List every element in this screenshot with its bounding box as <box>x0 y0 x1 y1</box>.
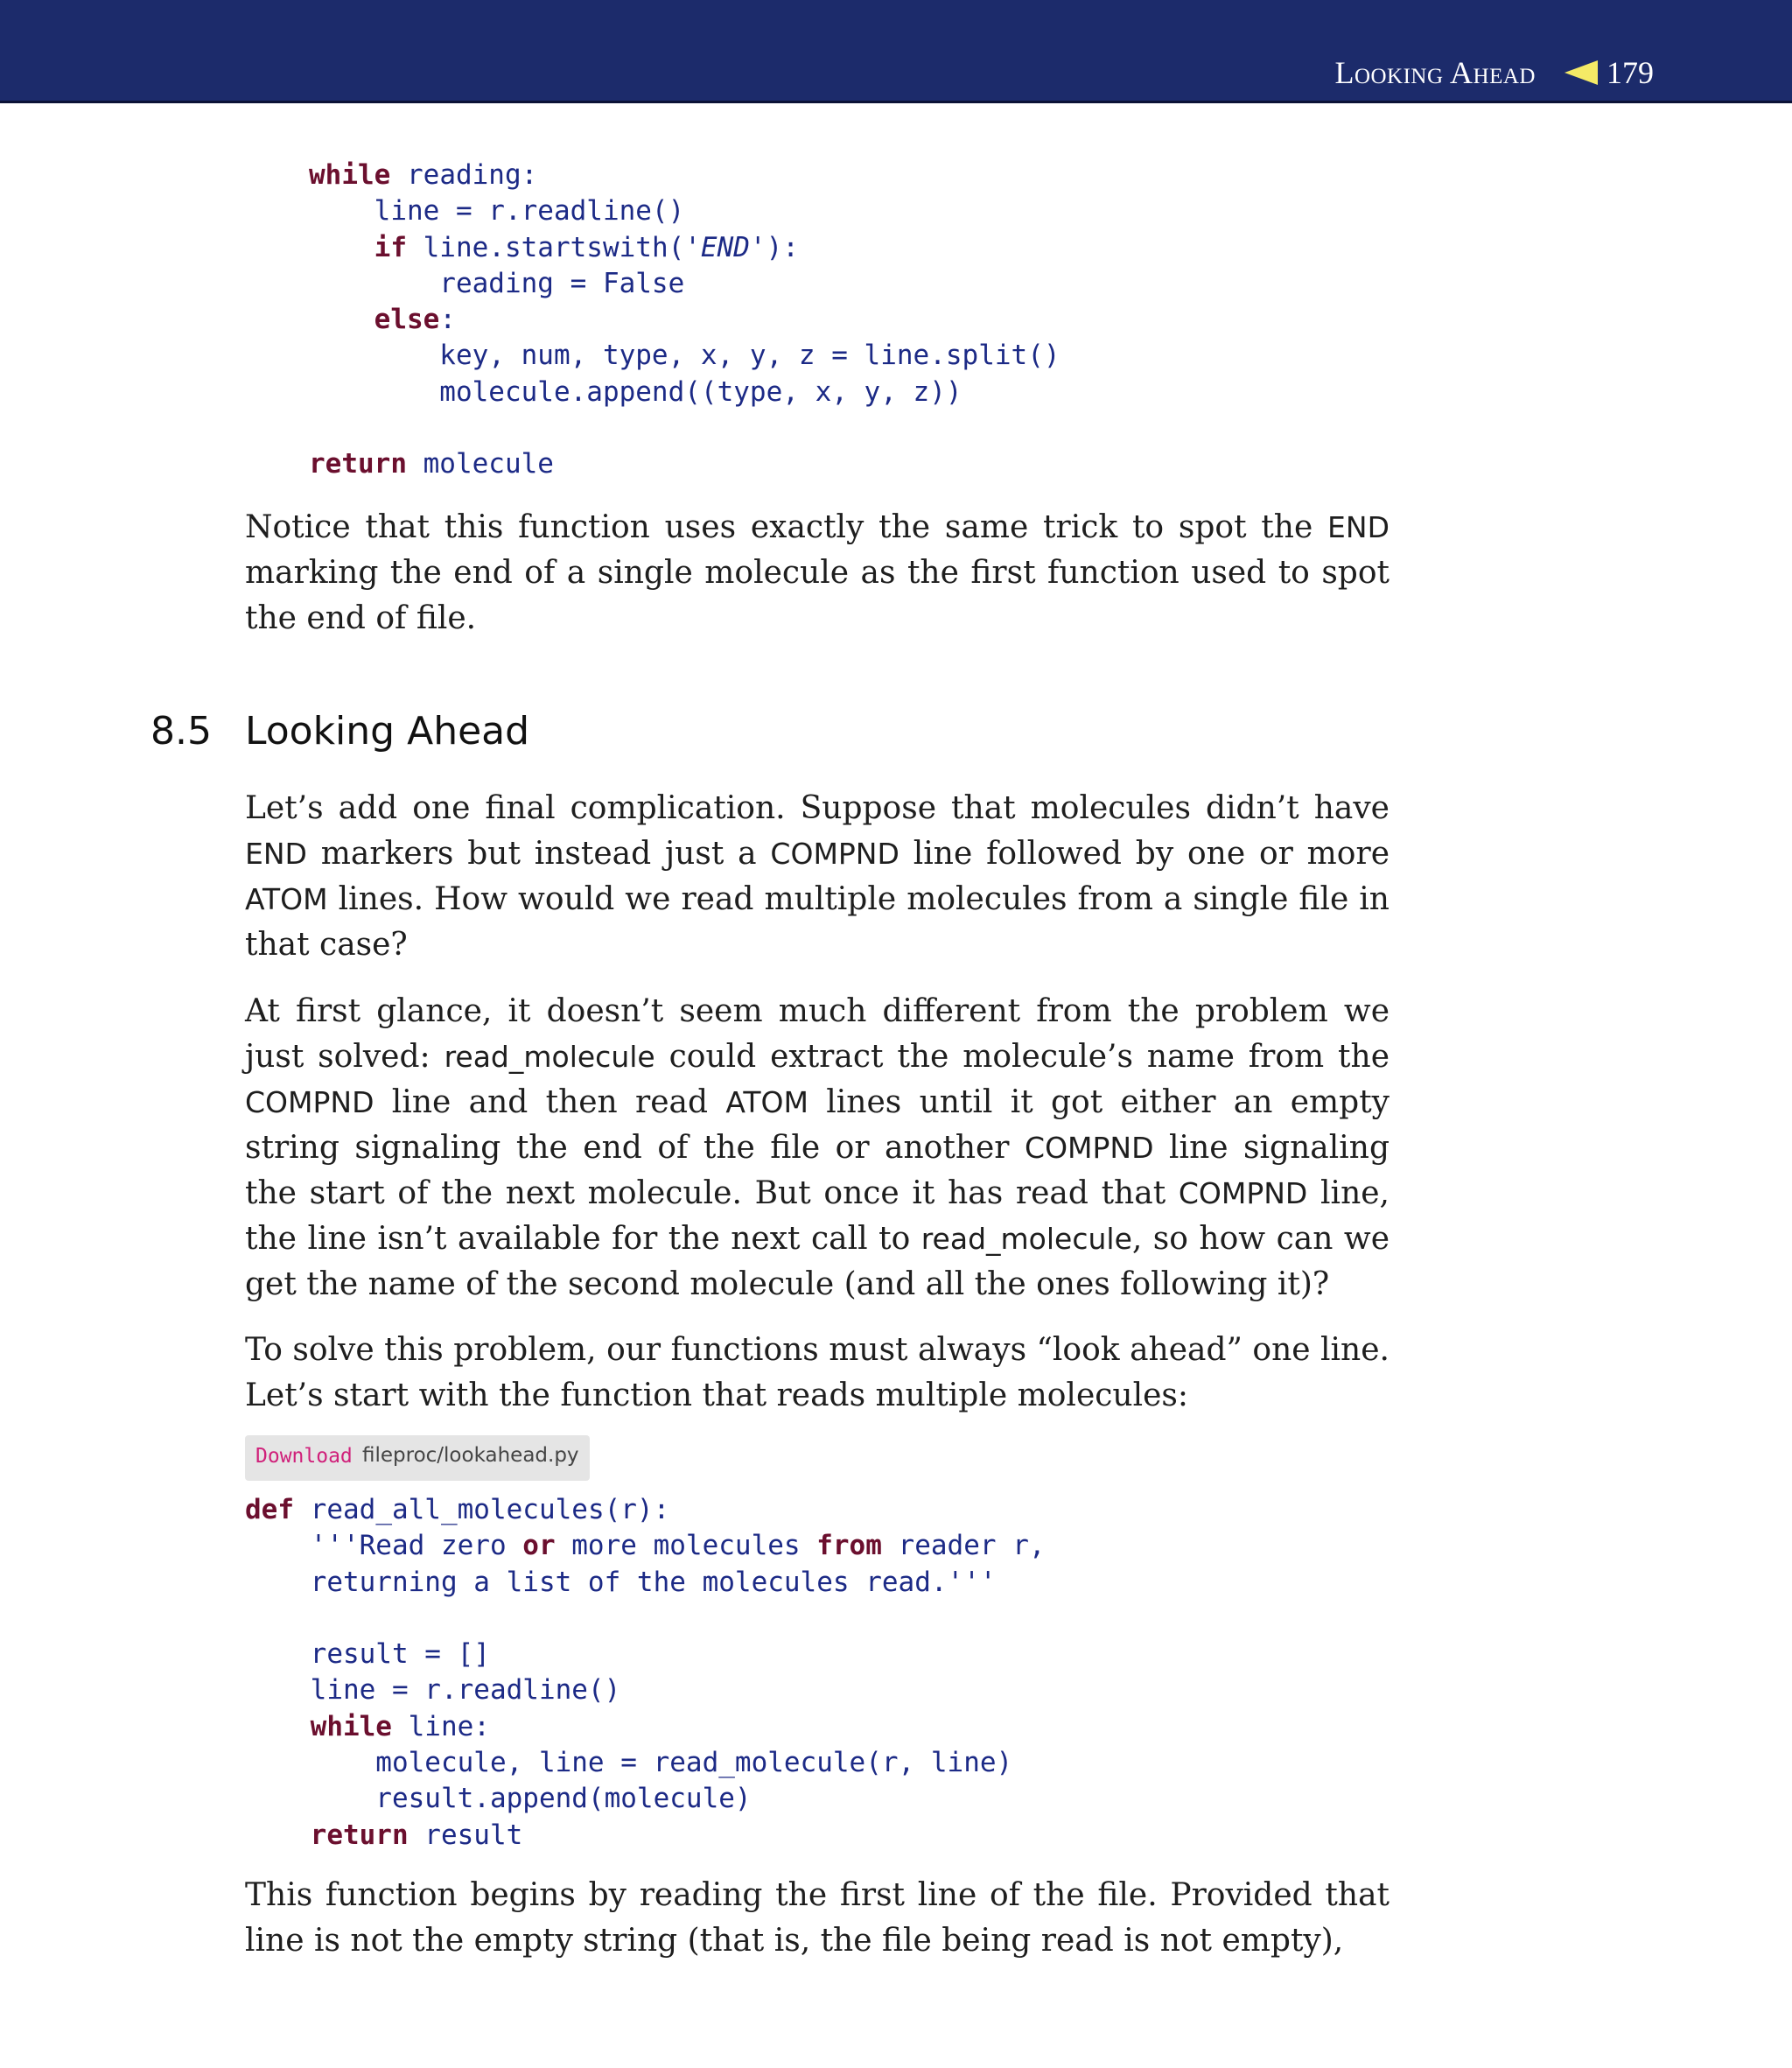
code-line: molecule, line = read_molecule(r, line) <box>245 1747 1013 1779</box>
code-line: result = [] <box>245 1638 490 1671</box>
code-listing-read-all-molecules <box>245 1492 1046 1854</box>
code-line: reading = False <box>309 267 685 299</box>
page-number: 179 <box>1606 55 1654 90</box>
download-label <box>245 1435 590 1481</box>
code-line: line = r.readline() <box>245 1674 621 1707</box>
arrow-left-icon <box>1564 60 1598 85</box>
paragraph: To solve this problem, our functions must always “look ahead” one line. Let’s start with the function that reads multiple molecules: <box>245 1332 1390 1413</box>
paragraph: Notice that this function uses exactly the same trick to spot the END marking the end of a single molecule as the first function used to spot the end of file. <box>245 509 1390 636</box>
page-header <box>0 0 1792 103</box>
code-line: while reading: <box>309 159 538 191</box>
download-link[interactable]: Download <box>256 1445 353 1468</box>
code-line: line = r.readline() <box>309 195 685 228</box>
paragraph: At first glance, it doesn’t seem much different from the problem we just solved: read_molecule could extract the molecule’s name from the COMPND line and then read ATOM lines until it got either an empty string signaling the end of the file or another COMPND line signaling the start of the next molecule. But once it has read that COMPND line, the line isn’t available for the next call to read_molecule, so how can we get the name of the second molecule (and all the ones following it)? <box>245 993 1390 1302</box>
code-line: return molecule <box>309 448 554 480</box>
download-file-path: fileproc/lookahead.py <box>362 1444 579 1467</box>
code-line: key, num, type, x, y, z = line.split() <box>309 340 1060 372</box>
code-line: else: <box>374 304 456 336</box>
code-line: molecule.append((type, x, y, z)) <box>309 375 962 408</box>
code-line: result.append(molecule) <box>245 1783 752 1815</box>
section-title: Looking Ahead <box>245 709 530 754</box>
code-line: returning a list of the molecules read.''' <box>245 1566 997 1598</box>
running-title: Looking Ahead <box>1334 55 1536 90</box>
code-line: while line: <box>310 1710 490 1742</box>
code-line: def read_all_molecules(r): <box>245 1494 670 1525</box>
code-line: return result <box>310 1819 523 1851</box>
paragraph: Let’s add one final complication. Suppose that molecules didn’t have END markers but instead just a COMPND line followed by one or more ATOM lines. How would we read multiple molecules from a single file in that case? <box>245 790 1390 963</box>
section-number: 8.5 <box>150 709 212 754</box>
code-line: '''Read zero or more molecules from reader r, <box>245 1530 1046 1562</box>
paragraph: This function begins by reading the first line of the file. Provided that line is not the empty string (that is, the file being read is not empty), <box>245 1877 1390 1959</box>
code-listing-read-molecule <box>309 158 1060 483</box>
code-line: if line.startswith('END'): <box>374 231 799 263</box>
